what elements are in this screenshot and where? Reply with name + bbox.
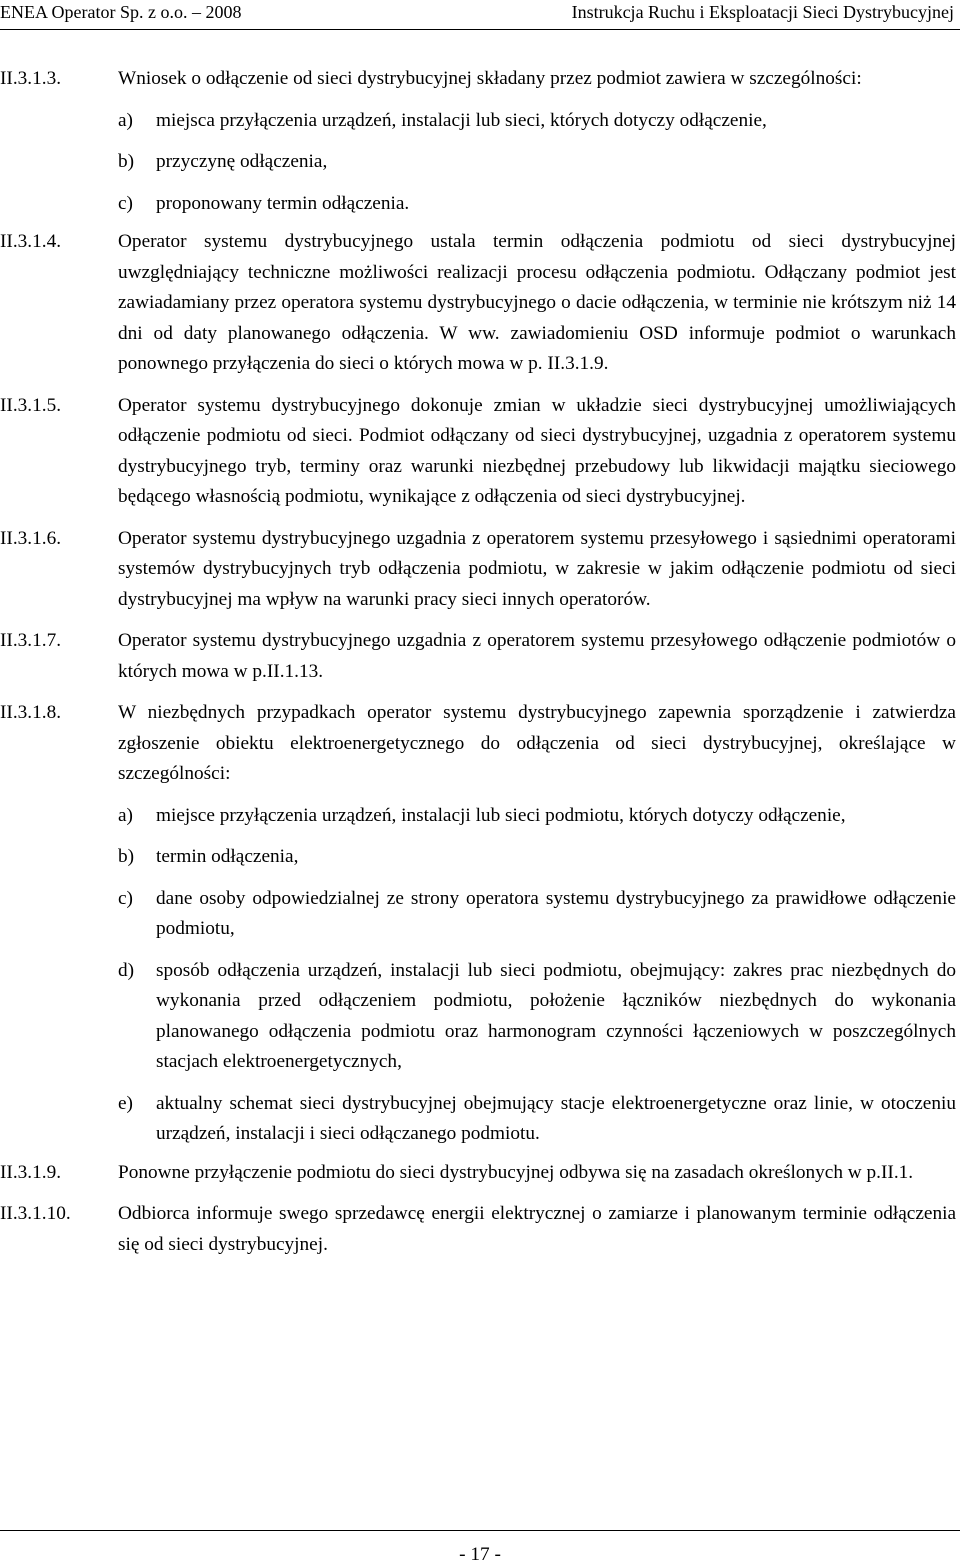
- item-label: b): [118, 846, 135, 867]
- section-text: Ponowne przyłączenie podmiotu do sieci dystrybucyjnej odbywa się na zasadach określonych w p.II.1.: [118, 1161, 914, 1183]
- item-label: c): [118, 887, 133, 909]
- item-text: dane osoby odpowiedzialnej ze strony operatora systemu dystrybucyjnego za prawidłowe odłączenie podmiotu,: [156, 887, 956, 939]
- item-label: d): [118, 959, 135, 981]
- section-number: II.3.1.5.: [0, 394, 62, 416]
- item-label: e): [118, 1092, 133, 1114]
- document-body: [0, 64, 960, 1271]
- section-number: II.3.1.9.: [0, 1161, 62, 1183]
- list-item: [118, 884, 956, 945]
- item-label: a): [118, 109, 133, 131]
- list-item: [118, 189, 956, 220]
- item-text: przyczynę odłączenia,: [156, 151, 328, 172]
- section-number: II.3.1.6.: [0, 527, 62, 549]
- section-II-3-1-6: [0, 524, 960, 616]
- section-text: Operator systemu dystrybucyjnego ustala termin odłączenia podmiotu od sieci dystrybucyjnej uwzględniający techniczne możliwości realizacji procesu odłączenia podmiotu. Odłączany podmiot jest zawiadamiany przez operatora systemu dystrybucyjnego o dacie odłączenia, w terminie nie krótszym niż 14 dni od daty planowanego odłączenia. W ww. zawiadomieniu OSD informuje podmiot o warunkach ponownego przyłączenia do sieci o których mowa w p. II.3.1.9.: [118, 231, 956, 374]
- section-text: W niezbędnych przypadkach operator systemu dystrybucyjnego zapewnia sporządzenie i zatwierdza zgłoszenie obiektu elektroenergetycznego do odłączenia od sieci dystrybucyjnej, określające w szczególności:: [118, 702, 956, 784]
- section-number: II.3.1.4.: [0, 231, 62, 252]
- section-text: Odbiorca informuje swego sprzedawcę energii elektrycznej o zamiarze i planowanym terminie odłączenia się od sieci dystrybucyjnej.: [118, 1203, 956, 1255]
- list-item: [118, 106, 956, 137]
- section-number: II.3.1.10.: [0, 1203, 71, 1224]
- item-text: sposób odłączenia urządzeń, instalacji lub sieci podmiotu, obejmujący: zakres prac niezbędnych do wykonania przed odłączeniem podmiotu, położenie łączników niezbędnych do wykonania planowanego odłączenia podmiotu oraz harmonogram czynności łączeniowych w poszczególnych stacjach elektroenergetycznych,: [156, 959, 956, 1072]
- header-document-title: Instrukcja Ruchu i Eksploatacji Sieci Dystrybucyjnej: [571, 2, 954, 22]
- section-text: Operator systemu dystrybucyjnego dokonuje zmian w układzie sieci dystrybucyjnej umożliwiających odłączenie podmiotu od sieci. Podmiot odłączany od sieci dystrybucyjnej, uzgadnia z operatorem systemu dystrybucyjnego tryb, terminy oraz warunki niezbędnej przebudowy lub likwidacji majątku sieciowego będącego własnością podmiotu, wynikające z odłączenia od sieci dystrybucyjnej.: [118, 394, 956, 507]
- item-text: aktualny schemat sieci dystrybucyjnej obejmujący stacje elektroenergetyczne oraz linie, w otoczeniu urządzeń, instalacji i sieci odłączanego podmiotu.: [156, 1092, 956, 1144]
- section-number: II.3.1.7.: [0, 630, 62, 651]
- header-company: ENEA Operator Sp. z o.o. – 2008: [0, 2, 242, 22]
- section-text: Wniosek o odłączenie od sieci dystrybucyjnej składany przez podmiot zawiera w szczególności:: [118, 68, 862, 89]
- section-text: Operator systemu dystrybucyjnego uzgadnia z operatorem systemu przesyłowego i sąsiednimi operatorami systemów dystrybucyjnych tryb odłączenia podmiotu, w zakresie w jakim odłączenie podmiotu od sieci dystrybucyjnej ma wpływ na warunki pracy sieci innych operatorów.: [118, 527, 956, 610]
- section-number: II.3.1.8.: [0, 702, 62, 723]
- list-item: [118, 147, 956, 178]
- section-II-3-1-8: [0, 698, 960, 1150]
- section-II-3-1-3: [0, 64, 960, 219]
- section-II-3-1-7: [0, 626, 960, 687]
- list-item: [118, 842, 956, 873]
- section-II-3-1-10: [0, 1199, 960, 1260]
- section-number: II.3.1.3.: [0, 68, 62, 89]
- page-header: [0, 0, 960, 32]
- list-item: [118, 801, 956, 832]
- item-label: a): [118, 804, 133, 826]
- item-text: termin odłączenia,: [156, 846, 299, 867]
- header-divider: [0, 29, 960, 30]
- item-text: miejsce przyłączenia urządzeń, instalacji lub sieci podmiotu, których dotyczy odłączenie,: [156, 804, 846, 826]
- footer-divider: [0, 1530, 960, 1531]
- item-list: [118, 801, 956, 1150]
- list-item: [118, 956, 956, 1078]
- section-II-3-1-9: [0, 1158, 960, 1189]
- list-item: [118, 1089, 956, 1150]
- section-text: Operator systemu dystrybucyjnego uzgadnia z operatorem systemu przesyłowego odłączenie podmiotów o których mowa w p.II.1.13.: [118, 630, 956, 682]
- item-text: proponowany termin odłączenia.: [156, 192, 410, 214]
- section-II-3-1-4: [0, 227, 960, 380]
- item-label: c): [118, 192, 133, 214]
- item-label: b): [118, 151, 135, 172]
- item-list: [118, 106, 956, 220]
- page-number: - 17 -: [459, 1544, 501, 1565]
- section-II-3-1-5: [0, 391, 960, 513]
- item-text: miejsca przyłączenia urządzeń, instalacji lub sieci, których dotyczy odłączenie,: [156, 109, 767, 131]
